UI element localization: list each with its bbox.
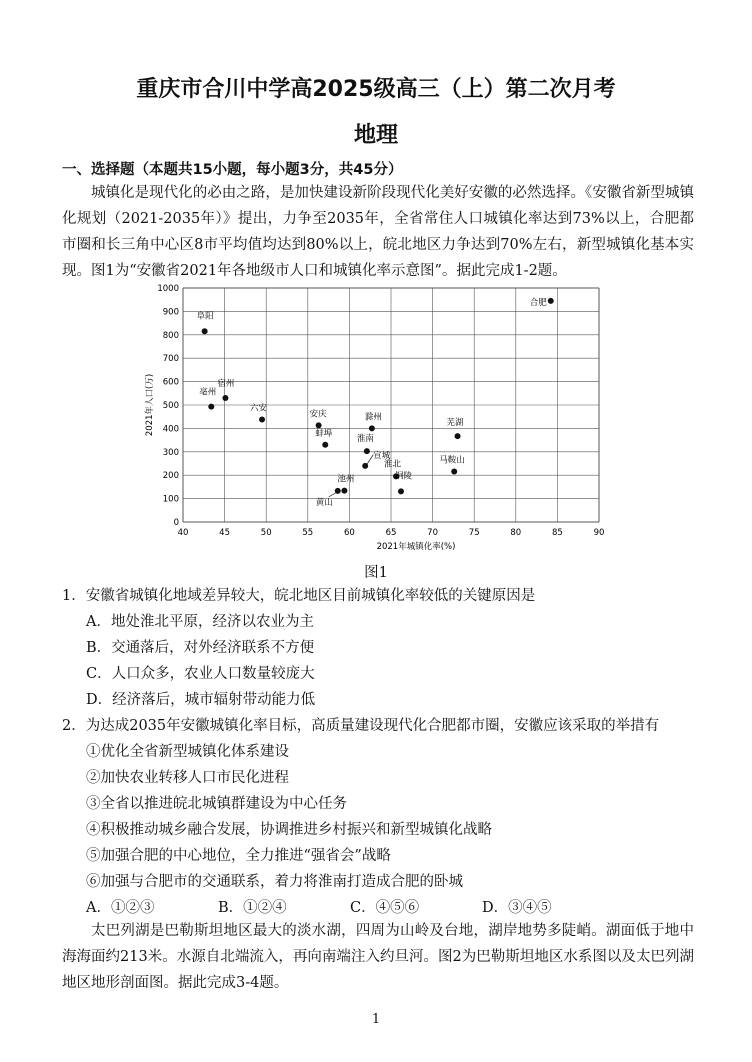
- x-tick-label: 80: [510, 528, 522, 538]
- section-heading: 一、选择题（本题共15小题，每小题3分，共45分）: [62, 162, 403, 178]
- leader-line: [329, 493, 336, 497]
- figure-caption: 图1: [364, 565, 388, 581]
- data-point: [202, 328, 208, 334]
- data-point: [398, 488, 404, 494]
- x-axis-label: 2021年城镇化率(%): [376, 542, 456, 552]
- data-point: [369, 425, 375, 431]
- x-tick-label: 50: [260, 528, 272, 538]
- passage-urbanization: 城镇化是现代化的必由之路，是加快建设新阶段现代化美好安徽的必然选择。《安徽省新型城镇化规划（2021-2035年）》提出，力争至2035年，全省常住人口城镇化率达到73%以上，合肥都市圈和长三角中心区8市平均值均达到80%以上，皖北地区力争达到70%左右，新型城镇化基本实现。图1为“安徽省2021年各地级市人口和城镇化率示意图”。据此完成1-2题。: [62, 185, 694, 279]
- x-tick-label: 40: [177, 528, 189, 538]
- data-point: [364, 448, 370, 454]
- q1-option-d[interactable]: D．经济落后，城市辐射带动能力低: [86, 692, 316, 708]
- y-axis-label: 2021年人口(万): [145, 373, 155, 437]
- point-label: 六安: [250, 403, 268, 414]
- scatter-chart: [140, 282, 610, 558]
- q2-choice-b[interactable]: B．①②④: [218, 900, 287, 916]
- point-label: 阜阳: [196, 311, 214, 322]
- data-point: [259, 417, 265, 423]
- y-tick-label: 1000: [157, 284, 179, 294]
- y-tick-label: 0: [173, 518, 179, 528]
- x-tick-label: 90: [593, 528, 605, 538]
- data-point: [455, 433, 461, 439]
- x-tick-labels: [178, 528, 605, 538]
- question-1-stem: 1．安徽省城镇化地域差异较大，皖北地区目前城镇化率较低的关键原因是: [62, 588, 536, 604]
- q2-item-6: ⑥加强与合肥市的交通联系，着力将淮南打造成合肥的卧城: [86, 874, 463, 890]
- point-label: 淮北: [383, 459, 402, 470]
- point-label: 蚌埠: [315, 428, 333, 439]
- data-point: [222, 395, 228, 401]
- exam-title: 重庆市合川中学高2025级高三（上）第二次月考: [136, 77, 616, 102]
- point-label: 滁州: [364, 412, 382, 423]
- x-tick-label: 75: [468, 528, 480, 538]
- point-label: 宿州: [217, 378, 235, 389]
- data-point: [316, 422, 322, 428]
- y-tick-label: 400: [162, 424, 179, 435]
- question-2-stem: 2．为达成2035年安徽城镇化率目标，高质量建设现代化合肥都市圈，安徽应该采取的举措有: [62, 718, 660, 734]
- point-label: 安庆: [309, 409, 327, 420]
- q2-choice-d[interactable]: D．③④⑤: [482, 900, 552, 916]
- figure-1-chart: [140, 282, 610, 562]
- point-label: 淮南: [356, 434, 374, 445]
- subject-title: 地理: [353, 123, 398, 148]
- point-label: 宣城: [373, 450, 391, 461]
- y-tick-labels: [157, 284, 179, 528]
- point-label: 芜湖: [446, 418, 464, 429]
- q2-item-3: ③全省以推进皖北城镇群建设为中心任务: [86, 796, 347, 812]
- point-label: 亳州: [199, 387, 217, 398]
- data-point: [548, 298, 554, 304]
- x-tick-label: 60: [343, 528, 355, 538]
- page-number: 1: [371, 1012, 381, 1027]
- chart-grid: [183, 288, 599, 522]
- q2-choices: [86, 898, 614, 918]
- point-label: 铜陵: [394, 471, 412, 482]
- data-points: [197, 297, 554, 508]
- q2-item-5: ⑤加强合肥的中心地位，全力推进“强省会”战略: [86, 848, 391, 864]
- q1-option-a[interactable]: A．地处淮北平原，经济以农业为主: [86, 614, 314, 630]
- y-tick-label: 900: [162, 307, 179, 318]
- q2-choice-c[interactable]: C．④⑤⑥: [350, 900, 420, 916]
- q1-option-c[interactable]: C．人口众多，农业人口数量较庞大: [86, 666, 315, 682]
- y-tick-label: 200: [162, 471, 179, 482]
- point-label: 池州: [337, 474, 355, 485]
- q1-option-b[interactable]: B．交通落后，对外经济联系不方便: [86, 640, 315, 656]
- x-tick-label: 70: [427, 528, 439, 538]
- x-tick-label: 65: [385, 528, 397, 538]
- point-label: 黄山: [315, 497, 333, 508]
- q2-item-1: ①优化全省新型城镇化体系建设: [86, 744, 289, 760]
- y-tick-label: 800: [162, 330, 179, 341]
- q2-item-4: ④积极推动城乡融合发展，协调推进乡村振兴和新型城镇化战略: [86, 822, 492, 838]
- y-tick-label: 500: [162, 401, 179, 411]
- y-tick-label: 300: [162, 447, 179, 458]
- y-tick-label: 600: [162, 377, 179, 388]
- q2-item-2: ②加快农业转移人口市民化进程: [86, 770, 289, 786]
- point-label: 马鞍山: [439, 455, 465, 466]
- q2-choice-a[interactable]: A．①②③: [86, 900, 155, 916]
- data-point: [341, 488, 347, 494]
- y-tick-label: 100: [162, 494, 179, 505]
- data-point: [451, 468, 457, 474]
- data-point: [208, 404, 214, 410]
- point-label: 合肥: [529, 297, 547, 308]
- x-tick-label: 85: [551, 528, 563, 538]
- y-tick-label: 700: [162, 354, 179, 365]
- data-point: [322, 442, 328, 448]
- x-tick-label: 45: [219, 528, 231, 538]
- passage-lake-tiberias: 太巴列湖是巴勒斯坦地区最大的淡水湖，四周为山岭及台地，湖岸地势多陡峭。湖面低于地中海海面约213米。水源自北端流入，再向南端注入约旦河。图2为巴勒斯坦地区水系图以及太巴列湖地区地形剖面图。据此完成3-4题。: [62, 923, 694, 991]
- x-tick-label: 55: [302, 528, 314, 538]
